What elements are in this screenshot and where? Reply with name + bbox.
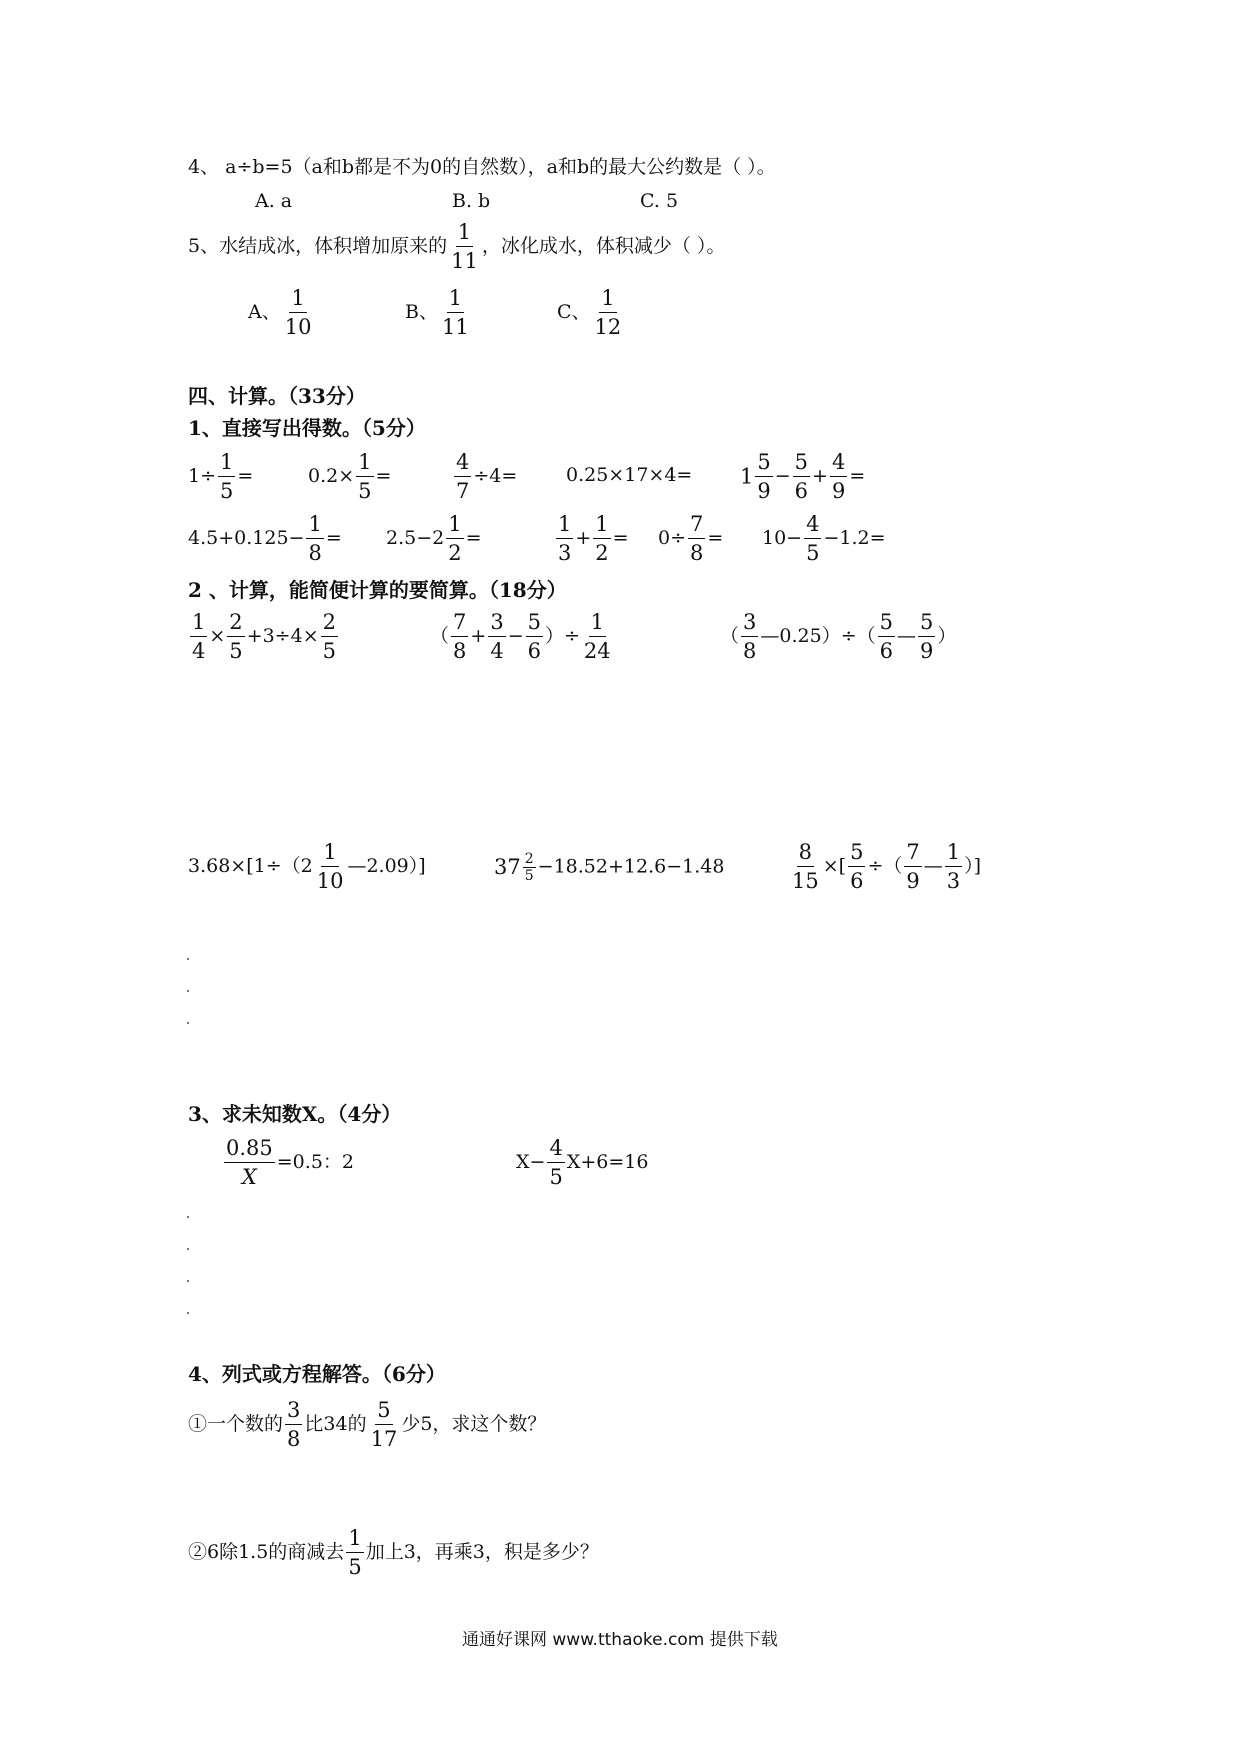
part-4-title: 4、列式或方程解答。（6分） [188,1362,446,1386]
calc-expr-1: $\frac{1}{4}$ × $\frac{2}{5}$ +3÷4× $\frac{2}{5}$ [192,610,336,663]
part-1-title: 1、直接写出得数。（5分） [188,416,426,440]
q4-option-b: B. b [452,190,491,212]
oral-calc-1b: 0.2× $\frac{1}{5}$ = [308,450,392,503]
oral-calc-2c: $\frac{1}{3}$ + $\frac{1}{2}$ = [558,512,629,565]
calc-expr-3: （ $\frac{3}{8}$ —0.25）÷（ $\frac{5}{6}$ — $\frac{5}{9}$ ） [720,610,957,663]
oral-calc-2a: 4.5+0.125− $\frac{1}{8}$ = [188,512,342,565]
oral-calc-2d: 0÷ $\frac{7}{8}$ = [658,512,724,565]
calc-expr-6: $\frac{8}{15}$ ×[ $\frac{5}{6}$ ÷（ $\frac{7}{9}$ — $\frac{1}{3}$ ）] [792,840,982,893]
footer-credit: 通通好课网 www.tthaoke.com 提供下载 [462,1630,778,1650]
word-problem-2: ②6除1.5的商减去 $\frac{1}{5}$ 加上3，再乘3，积是多少？ [188,1526,599,1579]
scan-speck [187,958,189,960]
oral-calc-2e: 10− $\frac{4}{5}$ −1.2= [762,512,886,565]
equation-2: X− $\frac{4}{5}$ X+6=16 [516,1136,649,1189]
oral-calc-1e: 1 $\frac{5}{9}$ − $\frac{5}{6}$ + $\frac{4}{9}$ = [740,450,866,503]
calc-expr-2: （ $\frac{7}{8}$ + $\frac{3}{4}$ − $\frac{5}{6}$ ）÷ $\frac{1}{24}$ [430,610,611,663]
scan-speck [187,1280,189,1282]
q5-option-c: C、 $\frac{1}{12}$ [557,286,622,339]
calc-expr-5: 37 $\frac{2}{5}$ −18.52+12.6−1.48 [494,851,725,884]
part-2-title: 2 、计算，能简便计算的要简算。（18分） [188,578,567,602]
equation-1: $\frac{0.85}{X}$ =0.5：2 [226,1136,354,1189]
q4-option-c: C. 5 [640,190,679,212]
question-5-stem: 5、水结成冰，体积增加原来的 $\frac{1}{11}$ ，冰化成水，体积减少（ ）。 [188,220,726,273]
oral-calc-1d: 0.25×17×4= [566,464,693,486]
scan-speck [187,1312,189,1314]
oral-calc-2b: 2.5−2 $\frac{1}{2}$ = [386,512,482,565]
question-4-stem: 4、 a÷b=5（a和b都是不为0的自然数），a和b的最大公约数是（ ）。 [188,156,776,178]
scan-speck [187,1022,189,1024]
section-4-title: 四、计算。（33分） [188,384,366,408]
scan-speck [187,1216,189,1218]
part-3-title: 3、求未知数X。（4分） [188,1102,402,1126]
q4-option-a: A. a [255,190,293,212]
q5-option-b: B、 $\frac{1}{11}$ [405,286,469,339]
fraction: $\frac{1}{11}$ [451,220,478,273]
calc-expr-4: 3.68×[1÷（2 $\frac{1}{10}$ —2.09）] [188,840,426,893]
word-problem-1: ①一个数的 $\frac{3}{8}$ 比34的 $\frac{5}{17}$ 少5，求这个数？ [188,1398,547,1451]
oral-calc-1c: $\frac{4}{7}$ ÷4= [456,450,518,503]
oral-calc-1a: 1÷ $\frac{1}{5}$ = [188,450,254,503]
scan-speck [187,1248,189,1250]
scan-speck [187,990,189,992]
q5-option-a: A、 $\frac{1}{10}$ [248,286,312,339]
